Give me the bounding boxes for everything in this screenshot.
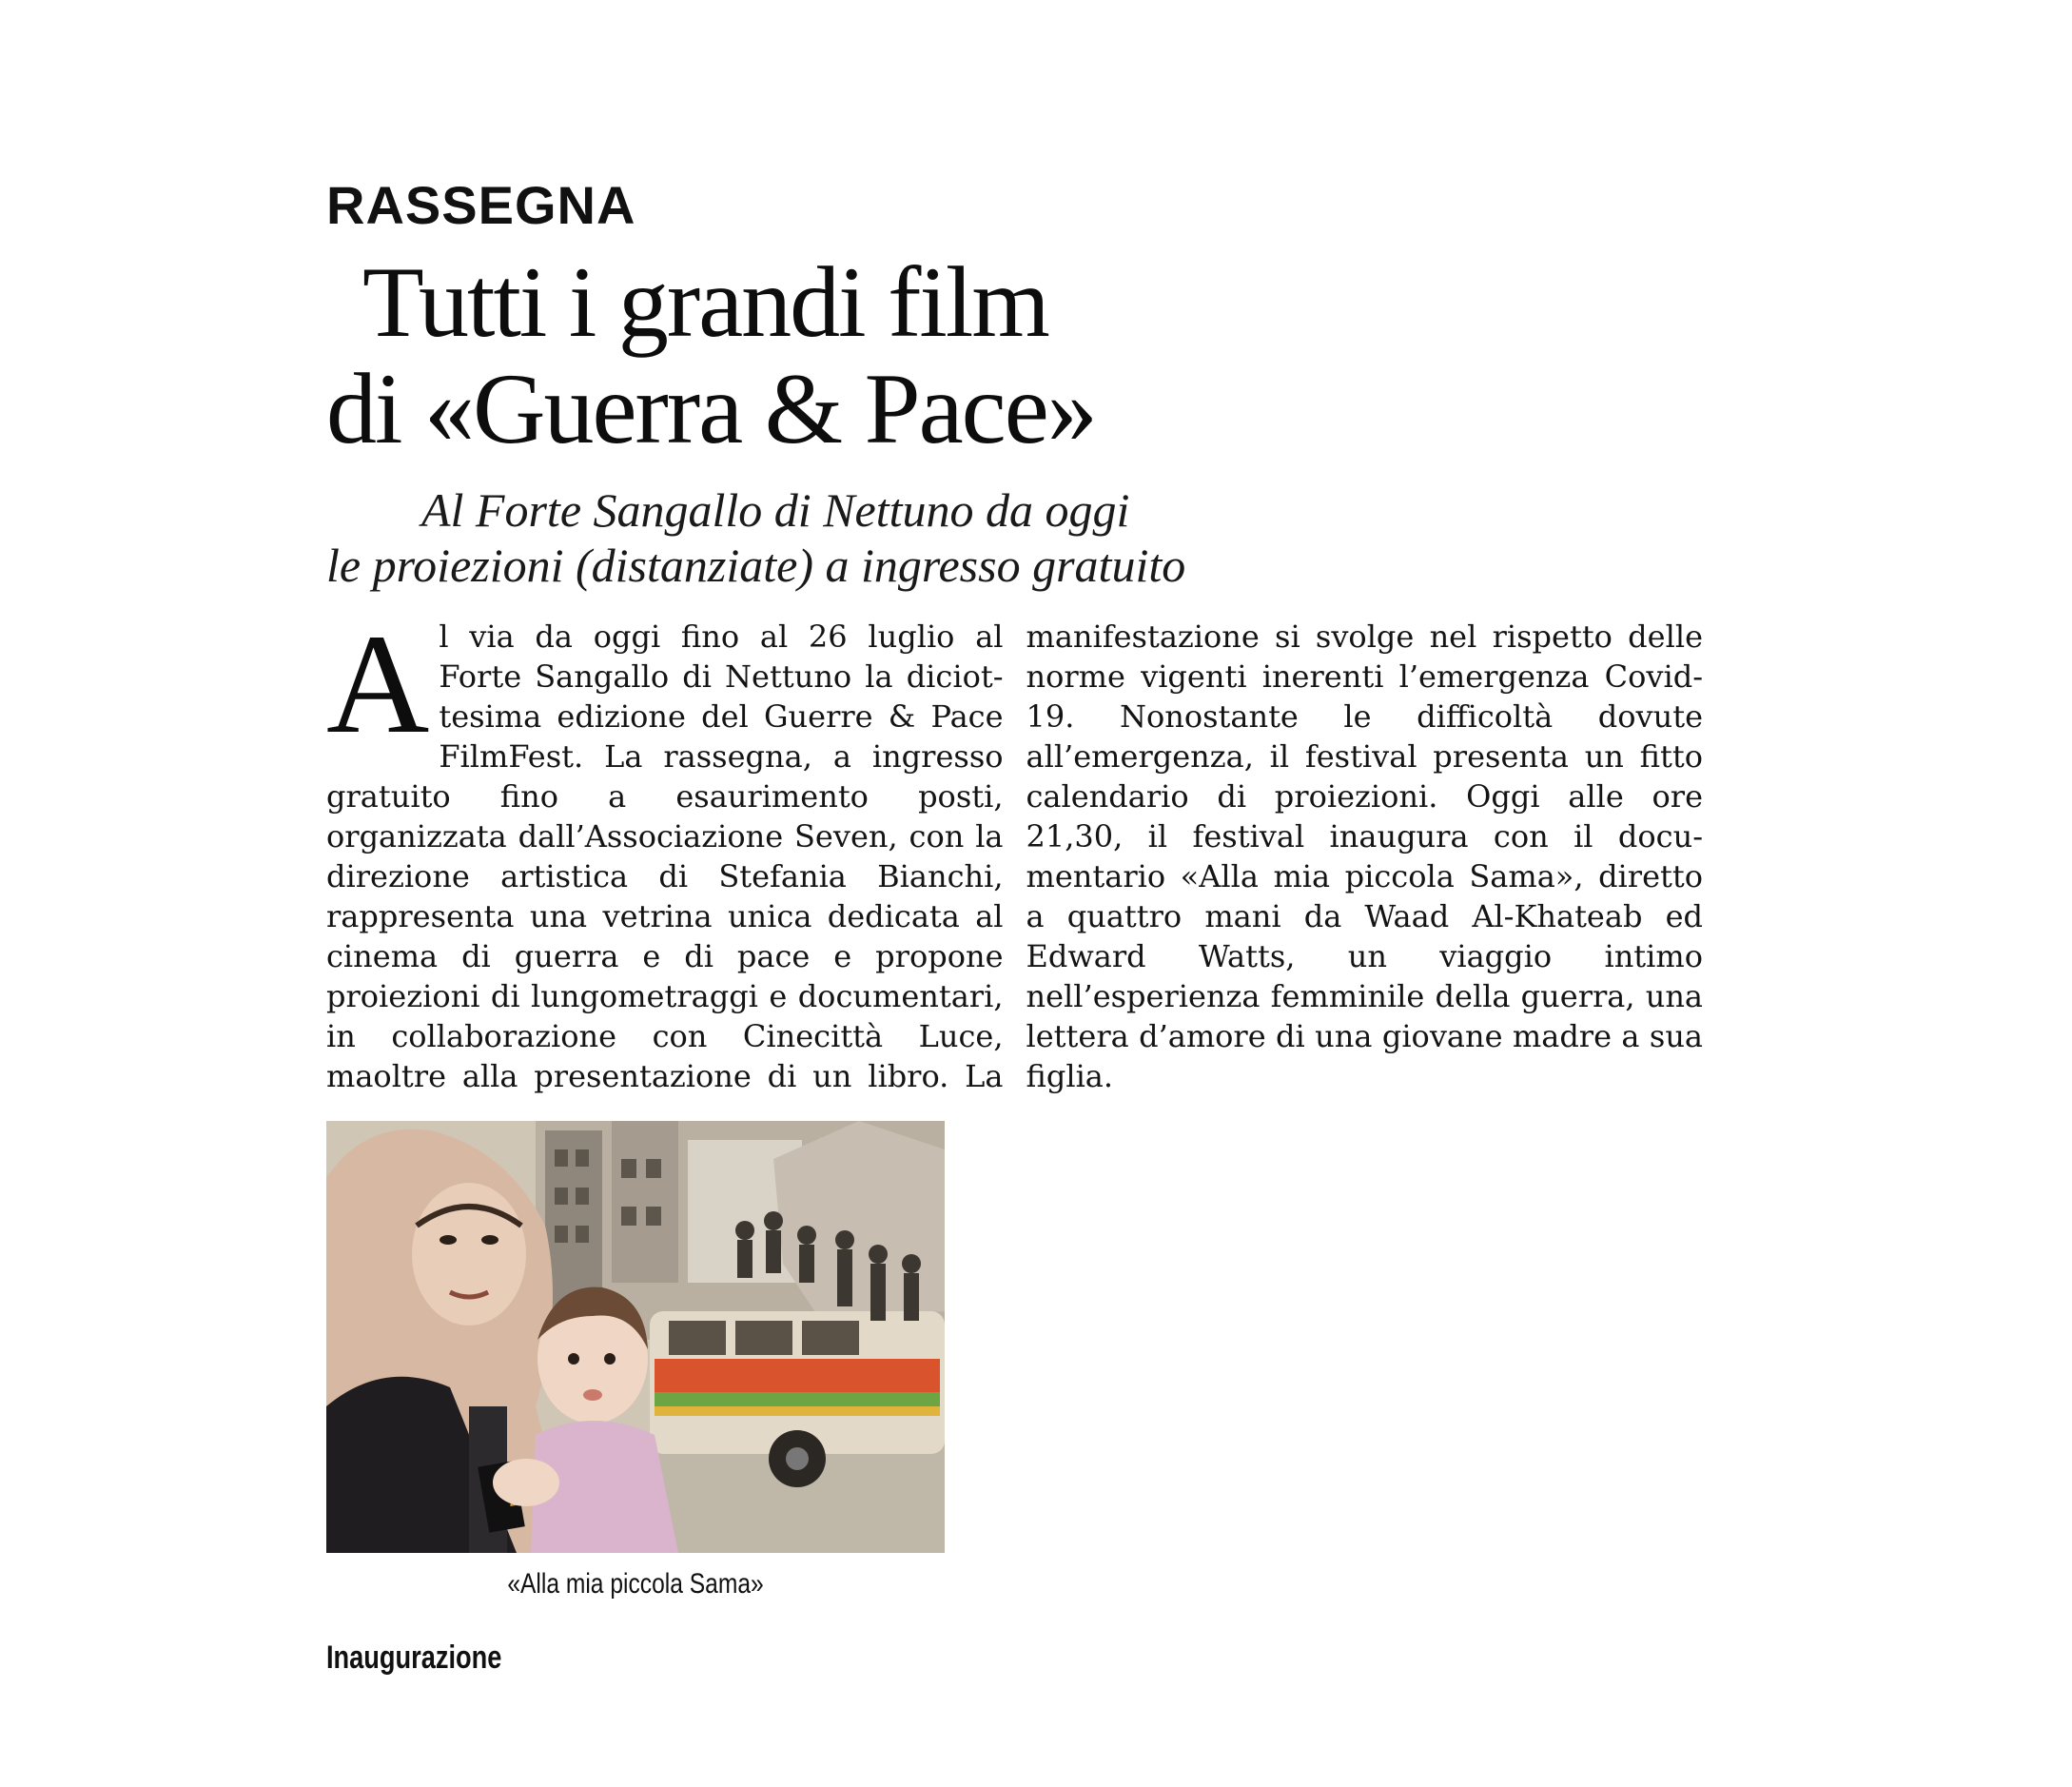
section-label: Inaugurazione <box>326 1640 502 1676</box>
article-paragraph <box>326 605 1703 1096</box>
photo-caption: «Alla mia piccola Sama» <box>507 1568 764 1600</box>
headline <box>326 246 1753 464</box>
photo-illustration <box>326 1121 945 1553</box>
headline-line-2: di «Guerra & Pace» <box>326 353 1096 464</box>
headline-line-1: Tutti i grandi film <box>362 246 1048 358</box>
article-body <box>326 605 1703 1096</box>
article-photo <box>326 1121 945 1553</box>
article-body-text: l via da oggi fino al 26 luglio al Forte Sangallo di Nettuno la diciottesima edizione del Guerre & Pace FilmFest. La rassegna, a ingresso gratuito fino a esaurimento posti, organizzata dall’Associazione Seven, con la direzione artistica di Stefania Bianchi, rappresenta una vetrina unica dedicata al cinema di guerra e di pace e propone proiezioni di lungometraggi e documentari, in collaborazione con Cinecittà Luce, maoltre alla presentazione di un libro. La manifestazione si svolge nel rispetto delle norme vigenti inerenti l’emergenza Covid-19. Nonostante le difficoltà dovute all’emergenza, il festival presenta un fitto calendario di proiezioni. Oggi alle ore 21,30, il festival inaugura con il documentario «Alla mia piccola Sama», diretto a quattro mani da Waad Al-Khateab ed Edward Watts, un viaggio intimo nell’esperienza femminile della guerra, una lettera d’amore di una giovane madre a sua figlia. <box>326 619 1703 1094</box>
subheadline <box>326 482 1753 593</box>
subheadline-line-2: le proiezioni (distanziate) a ingresso gratuito <box>326 539 1186 592</box>
section-kicker: RASSEGNA <box>326 175 636 235</box>
subheadline-line-1: Al Forte Sangallo di Nettuno da oggi <box>421 483 1130 537</box>
drop-cap: A <box>326 605 430 763</box>
